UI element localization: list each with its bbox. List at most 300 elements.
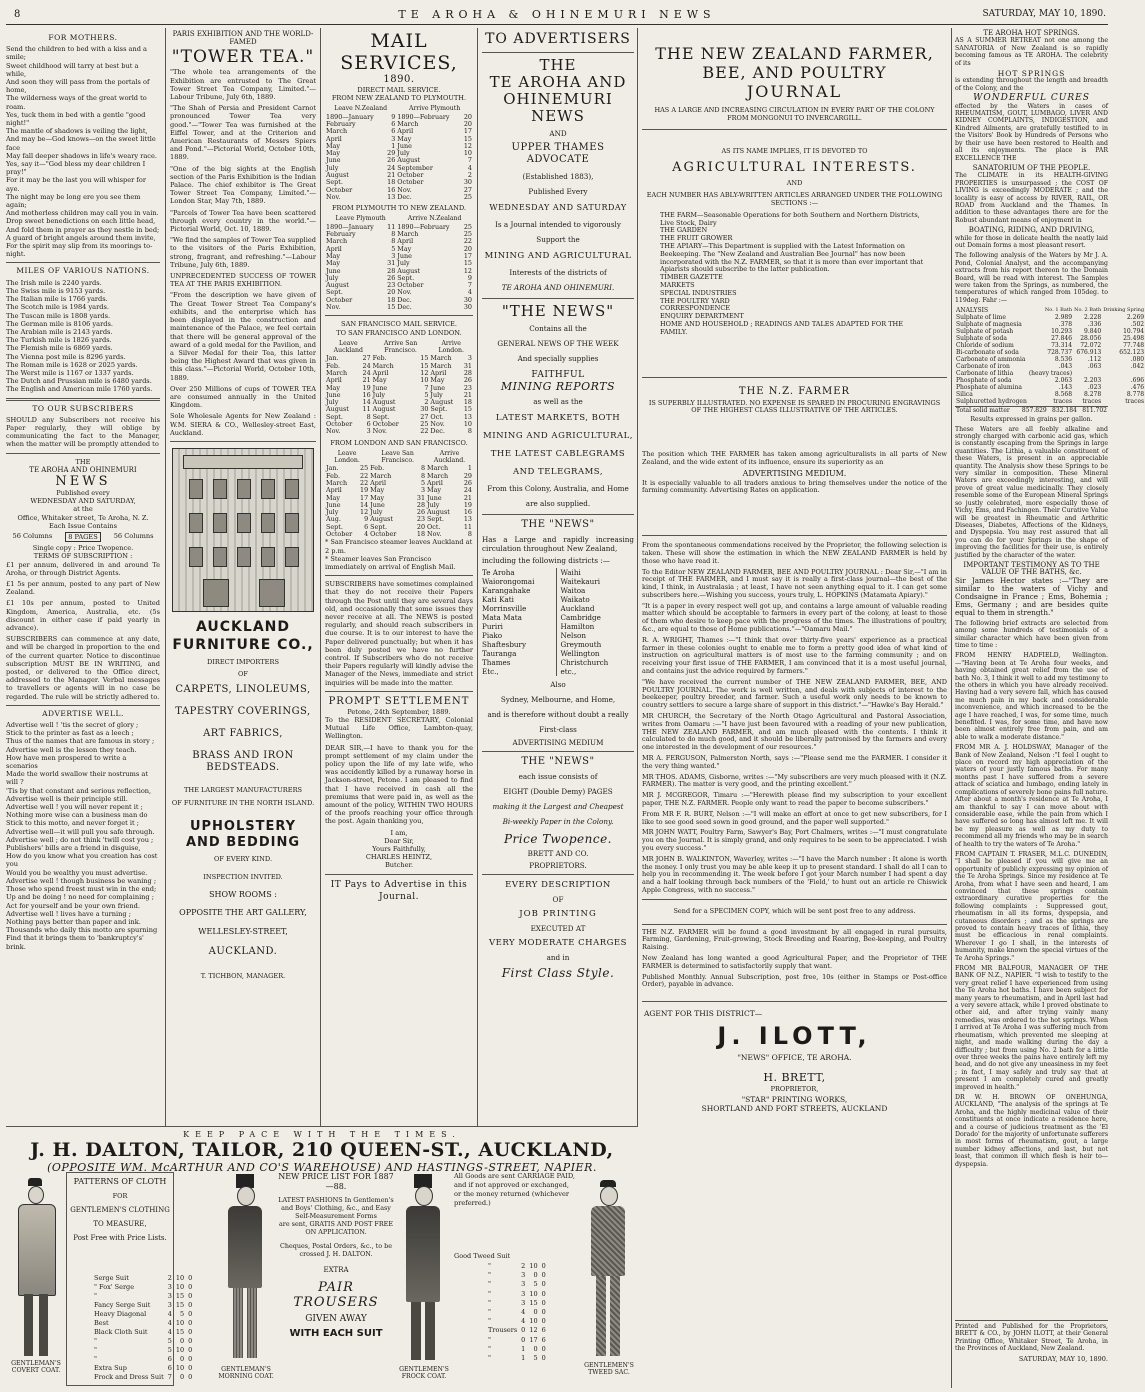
fig1-caption: GENTLEMAN'S COVERT COAT. <box>11 1360 61 1374</box>
table-cell: Dec. <box>397 295 412 304</box>
table-cell: 31 <box>416 493 426 502</box>
table-cell: 26 <box>387 156 396 165</box>
london-to-auckland-table <box>325 449 473 539</box>
upholstery-label: UPHOLSTERY AND BEDDING <box>185 818 301 850</box>
poem-line: Advertise well ! lives have a turning ; <box>6 909 131 918</box>
table-cell: October <box>397 178 424 187</box>
price-cell: 10 <box>175 1283 185 1291</box>
table-cell: Sept. <box>427 515 444 524</box>
price-cell: 2 <box>521 1262 526 1270</box>
table-cell: February <box>326 230 356 239</box>
table-cell: Nov. <box>326 303 341 312</box>
hot-springs-intro: AS A SUMMER RETREAT not one among the SANATORIA of New Zealand is so rapidly becoming famous as TE AROHA. The celebrity of its <box>955 37 1108 67</box>
terms-entry: £1 per annum, delivered in and around Te Aroha, or through District Agents. <box>6 560 160 577</box>
price-cell: 0 <box>188 1373 193 1381</box>
each-issue-label: Each Issue Contains <box>49 521 117 530</box>
columns-right: 56 Columns <box>113 531 154 540</box>
table-cell: Carbonate of lithia <box>956 370 1014 378</box>
table-cell: March <box>326 127 348 136</box>
table-cell: August <box>326 281 349 290</box>
table-cell: August <box>397 266 421 275</box>
price-cell: " Fox' Serge <box>94 1283 135 1291</box>
section-item: THE FRUIT GROWER <box>660 234 733 243</box>
price-list-1 <box>92 1274 194 1382</box>
table-cell: July <box>326 398 339 407</box>
district-item: Karangahake <box>482 586 531 595</box>
also-supplied-label: are also supplied. <box>525 499 591 508</box>
price-cell: 3 <box>167 1292 172 1300</box>
table-cell: Silica <box>956 391 973 399</box>
table-cell: 11 <box>387 222 396 231</box>
table-cell: 23 <box>387 281 396 290</box>
table-cell: 10.794 <box>1123 328 1145 336</box>
testimonial: MR JOHN WATT, Poultry Farm, Sawyer's Bay, Port Chalmers, writes :—"I must congratulate you on the Journal. It is simply grand, and only requires to be seen to be appreciated. I wish you every success." <box>642 828 947 852</box>
poem-line: Act for yourself and be your own friend. <box>6 901 140 910</box>
table-row <box>325 421 473 428</box>
table-cell: June <box>427 493 442 502</box>
agent-name: J. ILOTT, <box>717 1021 872 1050</box>
frock-coat-figure <box>396 1172 452 1384</box>
new-price-box <box>276 1172 396 1384</box>
table-cell: 30 <box>463 295 472 304</box>
job-printing-label: JOB PRINTING <box>519 909 597 919</box>
table-cell: February <box>326 120 356 128</box>
table-row <box>325 487 473 494</box>
tea-paragraph: Over 250 Millions of cups of TOWER TEA are consumed annually in the United Kingdom. <box>170 384 316 410</box>
table-cell: Nov. <box>430 420 445 428</box>
price-cell: 0 <box>521 1335 526 1344</box>
mile-entry: The Vienna post mile is 8296 yards. <box>6 352 126 361</box>
column-rule <box>165 28 166 1126</box>
price-cell: 5 <box>167 1337 172 1345</box>
water-analysis-total <box>955 407 1108 414</box>
district-item: Hamilton <box>560 622 595 631</box>
domain-text: while for those in delicate health the neatly laid out Domain forms a most pleasant resort. <box>955 234 1108 249</box>
mile-entry: The Swiss mile is 9153 yards. <box>6 286 106 295</box>
testimonial: MR THOS. ADAMS, Gisborne, writes :—"My subscribers are very much pleased with it (N.Z. FARMER). The matter is very good, and the printing excellent." <box>642 772 947 789</box>
also-label: Also <box>550 680 566 689</box>
paper-name: TE AROHA AND OHINEMURI <box>29 465 137 474</box>
table-row <box>325 370 473 377</box>
table-cell: 18 <box>387 295 396 304</box>
table-cell: .336 <box>1087 321 1102 329</box>
price-cell: 10 <box>529 1262 538 1270</box>
table-cell: Feb. <box>372 354 387 363</box>
table-cell: 8 <box>467 427 472 436</box>
days-label: WEDNESDAY AND SATURDAY, <box>30 497 136 506</box>
price-cell: 4 <box>167 1319 172 1327</box>
table-cell: 28 <box>463 368 472 377</box>
table-cell: May <box>430 376 445 385</box>
auckland-to-london-table <box>325 339 473 436</box>
testimonial: "It is a paper in every respect well got up, and contains a large amount of valuable reading matter which should be acceptable to farmers in every part of the colony, at least to those of them who desire to keep pace with the progress of the times. The illustrations of poultry, &c., are equal to those of Home publications."—"Oamaru Mail." <box>642 601 947 634</box>
agri-interests-label: AGRICULTURAL INTERESTS. <box>672 160 917 176</box>
price-cell: 0 <box>521 1326 526 1335</box>
price-cell: 0 <box>188 1301 193 1309</box>
poem-line: Send the children to bed with a kiss and a smile; <box>6 45 147 62</box>
table-cell: 6 <box>366 420 371 428</box>
for-label: FOR <box>112 1192 128 1200</box>
sf-note: * Steamer leaves San Francisco immediately on arrival of English Mail. <box>325 554 456 571</box>
long-wanted-label: New Zealand has long wanted a good Agricultural Paper, and the Proprietor of THE FARMER is determined to satisfactorily supply that want. <box>642 953 947 970</box>
price-cell: 0 <box>188 1328 193 1336</box>
table-cell: 25.498 <box>1123 335 1145 343</box>
price-cell: " <box>488 1271 491 1280</box>
table-cell: 3 <box>391 134 396 143</box>
price-cell: 10 <box>529 1289 538 1298</box>
poem-line: Stick to the printer as fast as a leech ; <box>6 729 134 738</box>
table-cell: May <box>326 149 340 158</box>
table-cell: .502 <box>1130 321 1145 329</box>
days-label: WEDNESDAY AND SATURDAY <box>489 203 627 212</box>
table-row <box>325 531 473 538</box>
mile-entry: The Werst mile is 1167 or 1337 yards. <box>6 368 134 377</box>
table-cell: 15 <box>463 259 472 268</box>
table-cell: 15 <box>463 405 472 414</box>
imprint-block <box>955 1320 1108 1363</box>
districts-label: TE AROHA AND OHINEMURI. <box>501 283 615 292</box>
table-cell: 20 <box>387 288 396 297</box>
price-cell: 0 <box>188 1337 193 1345</box>
price-cell: 0 <box>179 1355 185 1363</box>
testimonial: From MR F. R. BURT, Nelson :—"I will make an effort at once to get new subscribers, for I like to see good seed sown in good ground, and the paper well supported." <box>642 809 947 826</box>
district-item: Te Aroha <box>482 568 515 577</box>
sections-list <box>660 212 929 337</box>
price-row <box>92 1328 194 1337</box>
price-cell: 10 <box>175 1346 185 1354</box>
table-cell: Feb. <box>326 361 340 370</box>
price-row <box>486 1336 548 1345</box>
terms-entry: £1 5s per annum, posted to any part of New Zealand. <box>6 579 160 597</box>
price-cell: 1 <box>521 1354 526 1363</box>
terms-heading: TERMS OF SUBSCRIPTION : <box>33 552 133 561</box>
newspaper-title: TE AROHA & OHINEMURI NEWS <box>398 8 716 21</box>
advertise-heading: ADVERTISE WELL. <box>42 708 124 718</box>
table-cell: 12 <box>420 368 429 377</box>
price-cell: 0 <box>533 1344 538 1353</box>
table-cell: 1890—January <box>326 112 374 121</box>
table-cell: 857.829 <box>1021 407 1047 415</box>
table-cell: 19 <box>463 500 472 509</box>
district-item: Tauranga <box>482 649 517 658</box>
district-item: etc., <box>560 667 577 676</box>
column-nz-farmer <box>642 30 947 1385</box>
terms-entry: SUBSCRIBERS can commence at any date, and will be charged in proportion to the end of the current quarter. Notice to discontinue subscription MUST BE IN WRITING, and posted, or delivered to the Office direct, addressed to the Manager. Verbal messages to travellers or agents will in no case be regarded. The rule will be strictly adhered to. <box>6 635 160 701</box>
table-cell: 23 <box>463 383 472 392</box>
issue-date: SATURDAY, MAY 10, 1890. <box>982 9 1106 19</box>
price-row <box>92 1292 194 1301</box>
poem-line: Up and be doing ! no need for complaining ; <box>6 893 154 902</box>
dalton-subtitle: (OPPOSITE WM. McARTHUR AND CO'S WAREHOUSE) AND HASTINGS-STREET, NAPIER. <box>47 1161 597 1174</box>
table-cell: .476 <box>1130 384 1145 392</box>
price-row <box>92 1337 194 1346</box>
table-cell: 25 <box>463 222 472 231</box>
price-cell: 10 <box>529 1317 538 1326</box>
table-cell: Phosphate of alumina <box>956 384 1022 392</box>
price-cell: 3 <box>521 1298 526 1307</box>
table-row <box>325 465 473 472</box>
mile-entry: The Turkish mile is 1826 yards. <box>6 336 112 345</box>
poem-line: For it may be the last you will whisper for aye. <box>6 176 146 193</box>
direct-mail-label: DIRECT MAIL SERVICE. <box>357 86 441 94</box>
poem-line: Find that it brings them to 'bankruptcy's' brink. <box>6 934 144 951</box>
nzf-testimonials <box>642 569 947 895</box>
and-label: AND <box>549 129 567 138</box>
table-cell: 17 <box>463 127 472 136</box>
table-cell: 20 <box>463 120 472 128</box>
carpets-label: CARPETS, LINOLEUMS, <box>175 684 311 696</box>
section-item: MARKETS <box>660 280 695 289</box>
column-hot-springs <box>955 29 1145 1385</box>
tea-paragraph: "From the description we have given of The Great Tower Street Tea Company's exhibits, and the enterprise which has been displayed in the construction and maintenance of the Palace, we feel certain that there will be general approval of the award of a gold medal for the Pavilion, and a Silver Medal for their Tea, this latter being the Highest Award that was given in this class."—Pictorial World, October 10th, 1889. <box>170 291 316 382</box>
poem-line: Advertise well ! you will never repent it ; <box>6 803 143 812</box>
price-cell: 0 <box>188 1310 193 1318</box>
published-monthly-label: Published Monthly. Annual Subscription, post free, 10s (either in Stamps or Post-office Order), payable in advance. <box>642 972 947 989</box>
sent-gratis-label: are sent, GRATIS AND POST FREE ON APPLICATION. <box>278 1220 393 1236</box>
agent-office: "NEWS" OFFICE, TE AROHA. <box>737 1052 852 1062</box>
tea-paragraph: "The Shah of Persia and President Carnot pronounced Tower Tea very good."—"Tower Tea was furnished at the Eiffel Tower, and at the Criterion and American Restaurants of Messrs Spiers and Pond."—Pictorial World, October 10th, 1889. <box>170 104 316 162</box>
mothers-poem <box>6 45 160 258</box>
brett-label: H. BRETT, <box>763 1070 826 1084</box>
imprint-date: SATURDAY, MAY 10, 1890. <box>1018 1354 1108 1363</box>
table-cell: 1 <box>391 141 396 150</box>
testimonial: DR W. H. BROWN OF ONEHUNGA, AUCKLAND, "The analysis of the springs at Te Aroha, and the highly medicinal value of their constituents at once indicate a residence here, and a course of judicious treatment as the 'El Dorado' for the majority of unfortunate sufferers in most forms of rheumatism, gout, a large number kidney affections, and last, but not least, that common ill which flesh is heir to—dyspepsia. <box>955 1093 1108 1168</box>
district-item: Mata Mata <box>482 613 522 622</box>
table-cell: 25 <box>463 192 472 201</box>
mile-entry: The Tuscan mile is 1808 yards. <box>6 311 111 320</box>
price-cell: 0 <box>533 1308 538 1317</box>
pages-box: 8 PAGES <box>65 532 100 542</box>
table-cell: July <box>370 508 383 517</box>
of-furniture-label: OF FURNITURE IN THE NORTH ISLAND. <box>171 798 315 807</box>
table-cell: Carbonate of ammonia <box>956 356 1026 364</box>
price-cell: 0 <box>188 1346 193 1354</box>
price-cell: " <box>488 1280 491 1289</box>
poem-line: Made the world swallow their nostrums at will ? <box>6 770 148 787</box>
table-cell: 26 <box>416 508 426 517</box>
cures-text: effected by the Waters in cases of RHEUMATISM, GOUT, LUMBAGO, LIVER AND KIDNEY COMPLAINTS, INDIGESTION, and Kindred Ailments, are gratefully testified to in the Visitors' Book by Hundreds of Persons who by their use have been restored to Health and all its enjoyments. The place is PAR EXCELLENCE THE <box>955 102 1108 162</box>
sanatorium-label: SANATORIUM OF THE PEOPLE. <box>972 163 1091 172</box>
table-cell: April <box>326 244 342 253</box>
table-cell: Sulphate of potash <box>956 328 1014 336</box>
has-large-label: Has a Large and rapidly increasing circulation throughout New Zealand, <box>482 535 634 553</box>
table-cell: 12 <box>463 141 472 150</box>
making-label: making it the Largest and Cheapest <box>492 802 624 811</box>
table-cell: June <box>326 500 341 509</box>
table-cell: March <box>326 368 348 377</box>
table-cell: August <box>397 156 421 165</box>
wonderful-cures-label: WONDERFUL CURES <box>973 93 1090 104</box>
column-tower-tea <box>170 30 316 1124</box>
table-cell: Sept. <box>397 273 415 282</box>
table-header: Leave San Francisco. <box>381 449 414 465</box>
pair-trousers-label: PAIR TROUSERS <box>293 1280 379 1310</box>
table-cell: Dec. <box>397 192 412 201</box>
table-cell: 16 <box>362 390 371 399</box>
table-cell: 4 <box>467 288 472 297</box>
table-cell: 2.989 <box>1054 314 1073 322</box>
table-row <box>325 363 473 370</box>
table-cell: 14 <box>360 500 369 509</box>
table-cell: Dec. <box>430 427 445 436</box>
price-cell: 0 <box>188 1292 193 1300</box>
table-cell: 2 <box>467 171 472 180</box>
table-header: Arrive San Francisco. <box>383 339 418 355</box>
table-cell: May <box>370 486 385 495</box>
brass-label: BRASS AND IRON BEDSTEADS. <box>192 750 294 774</box>
prompt-addressee: To the RESIDENT SECRETARY, Colonial Mutual Life Office, Lambton-quay, Wellington. <box>325 716 473 741</box>
table-cell: July <box>326 163 339 172</box>
poem-line: Would you be wealthy you must advertise. <box>6 868 148 877</box>
poem-line: For the spirit may slip from its moorings to-night. <box>6 242 153 259</box>
tea-paragraph: "We find the samples of Tower Tea supplied to the visitors of the Paris Exhibition, strong, fragrant, and refreshing."—Labour Tribune, July 6th, 1889. <box>170 236 316 269</box>
table-cell: 28 <box>416 500 426 509</box>
price-cell: 0 <box>188 1355 193 1363</box>
single-copy-price: Single copy : Price Twopence. <box>32 544 134 553</box>
fig3-caption: GENTLEMEN'S FROCK COAT. <box>399 1366 449 1380</box>
price-cell: 17 <box>529 1335 538 1344</box>
price-cell: 4 <box>167 1328 172 1336</box>
published-every-label: Published Every <box>528 187 588 196</box>
table-cell: .023 <box>1087 384 1102 392</box>
table-cell: Bi-carbonate of soda <box>956 349 1019 357</box>
proprietor-label: PROPRIETOR, <box>770 1084 819 1093</box>
table-cell: October <box>326 295 353 304</box>
table-cell: 1890—February <box>397 222 450 231</box>
the-label: THE <box>75 457 91 466</box>
table-cell: Nov. <box>427 530 442 539</box>
table-cell: March <box>427 471 449 480</box>
terms-list <box>6 561 160 701</box>
established-label: (Established 1883), <box>522 172 594 181</box>
price-cell: " <box>94 1346 97 1354</box>
table-cell: 77.748 <box>1123 342 1145 350</box>
table-cell: 27.846 <box>1051 335 1073 343</box>
mining-label: MINING AND AGRICULTURAL <box>484 251 632 261</box>
table-cell: 7 <box>424 383 429 392</box>
table-cell: Feb. <box>326 471 340 480</box>
poem-line: A guard of bright angels around them invite, <box>6 233 156 242</box>
price-row <box>92 1355 194 1364</box>
table-cell: 30 <box>463 178 472 187</box>
illustrated-label: IS SUPERBLY ILLUSTRATED. NO EXPENSE IS SPARED IN PROCURING ENGRAVINGS OF THE HIGHEST CLASS ILLUSTRATIVE OF THE ARTICLES. <box>648 398 941 415</box>
poem-line: Nothing more wise can a business man do <box>6 811 148 820</box>
adv-medium-label: ADVERTISING MEDIUM. <box>742 468 847 478</box>
from-plymouth-label: FROM PLYMOUTH TO NEW ZEALAND. <box>331 204 467 213</box>
table-cell: 2 <box>424 398 429 407</box>
table-cell: 5 <box>424 390 429 399</box>
table-cell: 19 <box>360 486 369 495</box>
table-cell: 7 <box>467 156 472 165</box>
price-cell: Serge Suit <box>94 1274 129 1282</box>
price-cell: 5 <box>533 1280 538 1289</box>
climate-text: The CLIMATE in its HEALTH-GIVING PROPERTIES is unsurpassed ; the COST OF LIVING is exceedingly MODERATE ; and the locality is easy of access by RIVER, RAIL, OR ROAD from Auckland and the Thames. In addition to these advantages there are for the Robust abundant means of enjoyment in <box>955 172 1108 224</box>
column-rule <box>951 28 952 1388</box>
table-cell: .143 <box>1058 384 1073 392</box>
table-row <box>955 314 1145 321</box>
price-cell: " <box>488 1335 491 1344</box>
miles-list <box>6 279 160 394</box>
price-cell: 0 <box>541 1308 546 1317</box>
table-cell: 30 <box>463 303 472 312</box>
price-cell: " <box>488 1354 491 1363</box>
furniture-building-illustration <box>172 448 314 612</box>
table-cell: April <box>427 478 443 487</box>
table-cell: 25 <box>463 230 472 239</box>
price-cell: 0 <box>541 1354 546 1363</box>
poem-line: And fold them in prayer as they nestle in bed; <box>6 225 160 234</box>
morning-coat-figure <box>216 1172 276 1384</box>
table-cell: 8 <box>391 230 396 239</box>
table-cell: 8.778 <box>1126 391 1145 399</box>
column-rule <box>637 28 638 1126</box>
poem-line: The wilderness ways of the great world to roam. <box>6 94 147 111</box>
following-text: The following brief extracts are selected from among some hundreds of testimonials of a similar character which have been given from time to time : <box>955 619 1108 649</box>
art-fabrics-label: ART FABRICS, <box>203 728 283 740</box>
table-cell: 1 <box>467 464 472 473</box>
telegrams-label: AND TELEGRAMS, <box>512 467 604 477</box>
table-cell: July <box>397 259 410 268</box>
circulation-label: HAS A LARGE AND INCREASING CIRCULATION IN EVERY PART OF THE COLONY FROM MONGONUI TO INVERCARGILL. <box>654 106 935 122</box>
table-cell: 9 <box>364 515 369 524</box>
table-cell: October <box>370 530 397 539</box>
sf-heading: SAN FRANCISCO MAIL SERVICE. <box>341 320 457 329</box>
price-cell: 15 <box>529 1298 538 1307</box>
district-item: Shaftesbury <box>482 640 527 649</box>
mile-entry: The German mile is 8106 yards. <box>6 319 113 328</box>
table-header: Arrive N.Zealand <box>407 215 462 223</box>
the-label: THE <box>539 56 577 74</box>
table-cell: April <box>372 368 389 377</box>
poem-line: Nothing pays better than paper and ink. <box>6 917 141 926</box>
dalton-tailor-ad <box>6 1128 638 1386</box>
table-cell: Sulphate of lime <box>956 314 1006 322</box>
table-row <box>325 516 473 523</box>
table-cell: .042 <box>1130 363 1145 371</box>
testimonial: MR CHURCH, the Secretary of the North Otago Agricultural and Pastoral Association, writes from Oamaru :—"I have just been favoured with a reading of your new publication, THE NEW ZEALAND FARMER, and am much pleased with the contents. I think it calculated to do much good, and it should be liberally patronised by the farmers and every one interested in the development of our resources." <box>642 712 947 752</box>
table-cell: 4 <box>364 530 369 539</box>
furniture-title: AUCKLAND FURNITURE CO., <box>172 618 314 653</box>
testimonial: "We have received the current number of THE NEW ZEALAND FARMER, BEE, AND POULTRY JOURNAL. The work is well written, and deals with subjects of interest to the beekeeper, poultry breeder, and farmer. Such a useful work only needs to be known to country settlers to secure a large share of support in this district."—"Hawke's Bay Herald." <box>642 677 947 710</box>
at-the-label: at the <box>73 505 93 514</box>
paper-name-2: OHINEMURI NEWS <box>503 90 613 125</box>
district-item: Waiorongomai <box>482 577 535 586</box>
table-row <box>955 356 1145 363</box>
table-header: Leave Auckland <box>333 339 363 355</box>
table-cell: May <box>326 493 340 502</box>
poem-line: Drop sweet benedictions on each little head, <box>6 217 156 226</box>
contains-label: Contains all the <box>529 324 587 333</box>
price-cell: 3 <box>521 1271 526 1280</box>
price-row <box>92 1283 194 1292</box>
given-away-label: GIVEN AWAY <box>305 1314 367 1324</box>
table-cell: 73.314 <box>1051 342 1073 350</box>
table-cell: May <box>326 251 340 260</box>
table-cell: August <box>326 405 349 414</box>
of-label: OF <box>552 895 564 904</box>
table-cell: March <box>326 478 348 487</box>
district-item: Waihi <box>560 568 581 577</box>
signature-line: Butcher. <box>384 861 414 870</box>
table-cell: May <box>397 134 412 143</box>
table-cell: traces <box>1082 398 1102 406</box>
support-label: Support the <box>536 235 580 244</box>
table-cell: 21 <box>387 171 396 180</box>
imprint-text: Printed and Published for the Proprietors, BRETT & CO., by JOHN ILOTT, at their General Printing Office, Whitaker Street, Te Aroha, in the Provinces of Auckland, New Zealand. <box>955 1323 1108 1353</box>
table-cell: 8 <box>420 471 426 480</box>
valuable-label: It is especially valuable to all traders anxious to bring themselves under the notice of the farming community. Advertising Rates on application. <box>642 478 947 495</box>
table-row <box>955 377 1145 384</box>
